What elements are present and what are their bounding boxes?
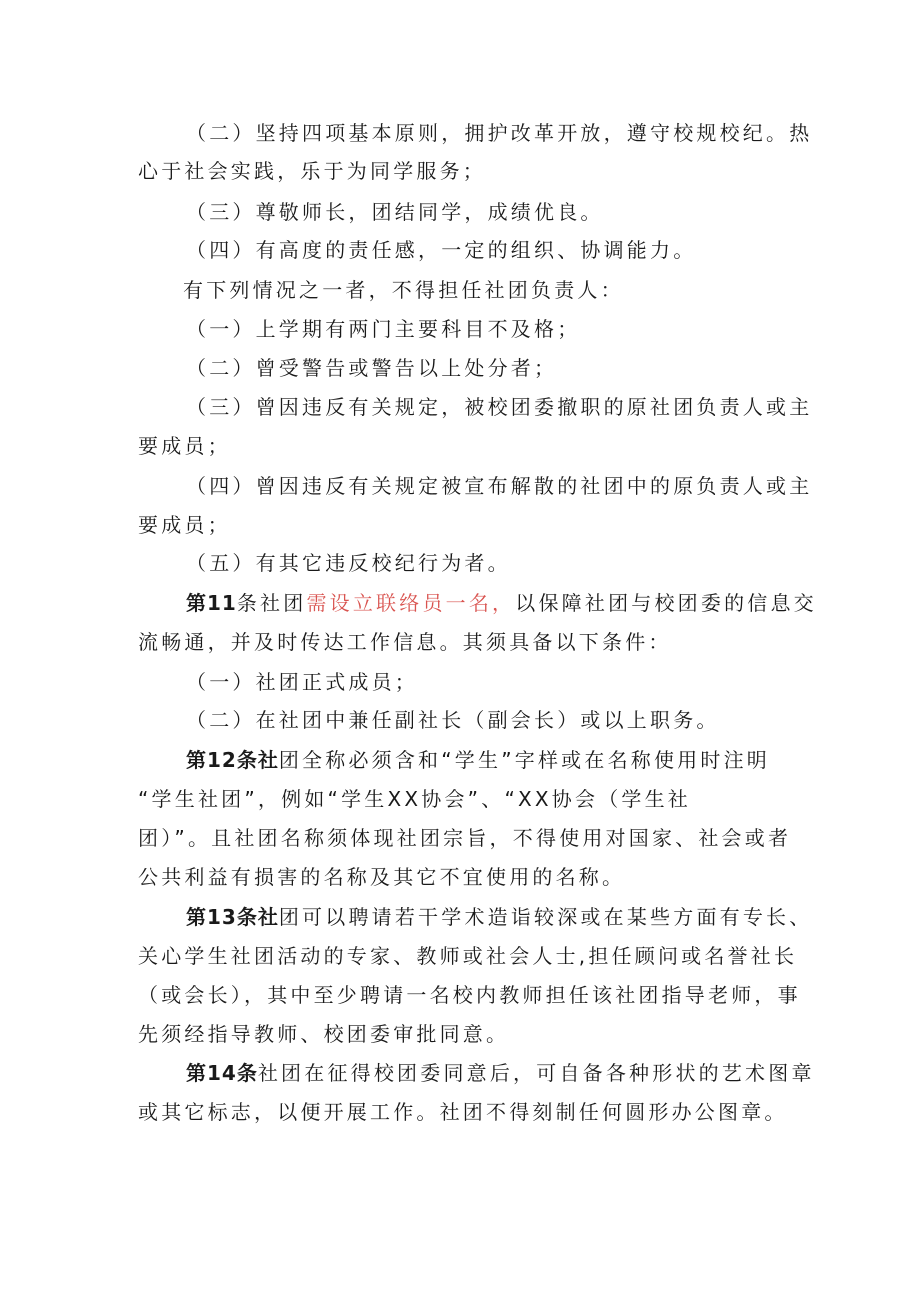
paragraph-line: 团）”。且社团名称须体现社团宗旨，不得使用对国家、社会或者 [138,826,792,850]
paragraph-line: （二）坚持四项基本原则，拥护改革开放，遵守校规校纪。热 [186,121,813,145]
article-11-line [186,590,836,616]
paragraph-line: 关心学生社团活动的专家、教师或社会人士,担任顾问或名誉社长 [138,944,798,968]
article-14-label: 第14条 [186,1061,258,1085]
article-12-line [186,747,836,773]
article-14-line [186,1060,836,1086]
paragraph-line: （或会长），其中至少聘请一名校内教师担任该社团指导老师，事 [138,983,801,1007]
paragraph-line: 公共利益有损害的名称及其它不宜使用的名称。 [138,865,626,889]
article-11-text-a: 条社团 [236,591,307,615]
paragraph-line: 或其它标志，以便开展工作。社团不得刻制任何圆形办公图章。 [138,1100,788,1124]
article-11-highlight: 需设立联络员一名， [306,591,516,615]
article-11-label: 第11 [186,591,237,615]
paragraph-line: “学生社团”，例如“学生XX协会”、“XX协会（学生社 [138,787,692,811]
paragraph-line: （四）曾因违反有关规定被宣布解散的社团中的原负责人或主 [186,474,813,498]
paragraph-line: 心于社会实践，乐于为同学服务； [138,159,486,183]
article-13-line [186,904,836,930]
article-13-label: 第13条社 [186,905,279,929]
paragraph-line: （五）有其它违反校纪行为者。 [186,551,511,575]
paragraph-line: （一）上学期有两门主要科目不及格； [186,317,581,341]
paragraph-line: （二）在社团中兼任副社长（副会长）或以上职务。 [186,708,720,732]
paragraph-line: （一）社团正式成员； [186,670,418,694]
paragraph-line: 先须经指导教师、校团委审批同意。 [138,1022,510,1046]
paragraph-line: （三）尊敬师长，团结同学，成绩优良。 [186,200,604,224]
paragraph-line: 流畅通，并及时传达工作信息。其须具备以下条件： [138,630,672,654]
paragraph-line: 要成员； [138,434,231,458]
article-12-text: 团全称必须含和“学生”字样或在名称使用时注明 [278,748,770,772]
article-14-text: 社团在征得校团委同意后，可自备各种形状的艺术图章 [257,1061,815,1085]
article-13-text: 团可以聘请若干学术造诣较深或在某些方面有专长、 [278,905,813,929]
paragraph-line: （三）曾因违反有关规定，被校团委撤职的原社团负责人或主 [186,395,813,419]
article-11-text-b: 以保障社团与校团委的信息交 [515,591,817,615]
paragraph-line: 要成员； [138,513,231,537]
paragraph-line: （二）曾受警告或警告以上处分者； [186,356,558,380]
paragraph-line: （四）有高度的责任感，一定的组织、协调能力。 [186,238,697,262]
paragraph-line: 有下列情况之一者，不得担任社团负责人： [183,278,624,302]
article-12-label: 第12条社 [186,748,279,772]
